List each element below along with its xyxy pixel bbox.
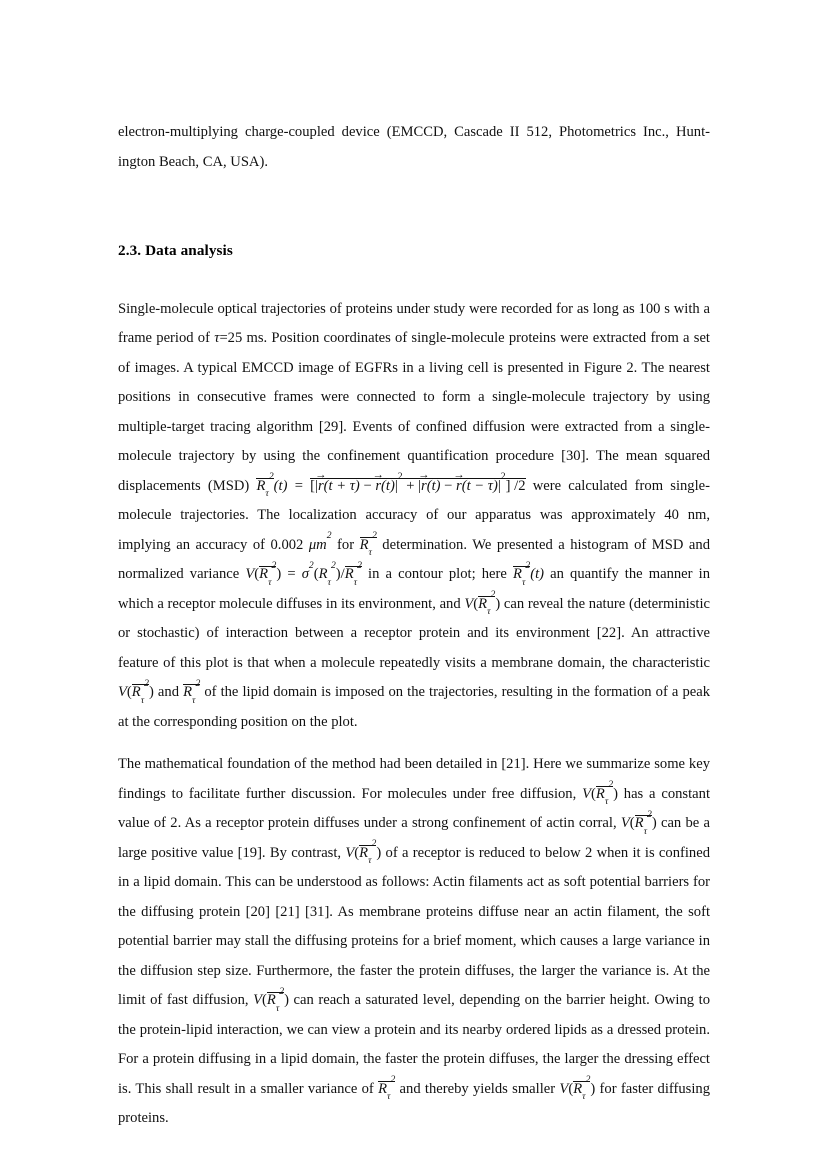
math-vec-r-2: → r	[372, 469, 384, 494]
spacer-before-heading	[118, 177, 710, 236]
p2-segment-4: of a receptor is reduced to below 2 when it is confined in a lipid domain. This can be understood as follows: Actin filaments act as soft potential barriers for the diffusing protein [20] [21] [31]. As membrane proteins diffuse near an actin filament, the soft potential barrier may stall the diffusing proteins for a brief moment, which causes a large variance in the diffusion step size. Furthermore, the faster the protein diffuses, the larger the variance is. At the limit of fast diffusion,	[118, 844, 710, 1008]
math-t-only-1: (t)	[381, 477, 395, 494]
paragraph-intro	[118, 118, 710, 177]
math-msd-equation	[256, 469, 526, 500]
intro-line-2: ington Beach, CA, USA).	[118, 153, 268, 170]
p1-segment-6: in a contour plot; here	[361, 566, 514, 582]
math-V-Rbar-5: $V(R_\tau^2)$	[345, 838, 382, 867]
spacer-after-heading	[118, 266, 710, 295]
section-number: 2.3.	[118, 242, 142, 259]
vector-arrow-icon: →	[453, 469, 465, 482]
math-variance-definition: $V(R_\tau^2) = \sigma^2(R_\tau^2)/R_\tau^2$	[245, 559, 362, 588]
p1-segment-5: determination. We presented a histogram of MSD and normalized variance	[118, 536, 710, 582]
math-sup-2c: 2	[500, 471, 506, 483]
p1-segment-8: can reveal the nature (deterministic or stochastic) of interaction between a receptor protein and its environment [22]. An attractive feature of this plot is that when a molecule repeatedly visits a membrane domain, the characteristic	[118, 595, 710, 671]
paragraph-data-analysis-2	[118, 750, 710, 1134]
intro-line-1: electron-multiplying charge-coupled device (EMCCD, Cascade II 512, Photometrics Inc., Hunt-	[118, 124, 710, 140]
math-t-plus-tau: (t + τ)	[323, 477, 360, 494]
math-Rbar-of-t: $R_\tau^2(t)$	[513, 559, 544, 588]
math-V-Rbar-3: $V(R_\tau^2)$	[582, 779, 618, 808]
math-tau-sub: τ	[265, 488, 269, 500]
vector-arrow-icon: →	[315, 469, 327, 482]
math-V-Rbar-4: $V(R_\tau^2)$	[620, 808, 657, 837]
p1-segment-3: were calculated from single-molecule trajectories. The localization accuracy of our apparatus was approximately 40 nm, implying an accuracy of 0.002	[118, 477, 710, 553]
math-vec-r-4: → r	[453, 469, 465, 494]
math-minus-2: −	[444, 477, 453, 494]
p2-segment-7: for faster diffusing proteins.	[118, 1080, 710, 1126]
p1-segment-9: and	[153, 684, 184, 700]
math-bracket-open: [	[310, 477, 316, 494]
math-Rbar-1: $R_\tau^2$	[359, 530, 377, 559]
math-sup-2: 2	[268, 471, 274, 483]
p2-segment-2: has a constant value of 2. As a receptor protein diffuses under a strong confinement of actin corral,	[118, 785, 710, 831]
p2-segment-6: and thereby yields smaller	[395, 1080, 560, 1097]
p1-segment-4: for	[331, 536, 360, 553]
math-equals: =	[294, 477, 303, 494]
math-sup-2b: 2	[397, 471, 403, 483]
math-bracket-close: ]	[505, 477, 511, 494]
math-minus-1: −	[363, 477, 372, 494]
section-heading	[118, 236, 710, 266]
math-V-Rbar-6: $V(R_\tau^2)$	[253, 985, 289, 1014]
math-bar-3: |	[418, 477, 422, 494]
p1-segment-7: an quantify the manner in which a receptor molecule diffuses in its environment, and	[118, 566, 711, 612]
p2-segment-5: can reach a saturated level, depending on the barrier height. Owing to the protein-lipid interaction, we can view a protein and its nearby ordered lipids as a dressed protein. For a protein diffusing in a lipid domain, the faster the protein diffuses, the larger the dressing effect is. This shall result in a smaller variance of	[118, 992, 710, 1097]
math-bar-1: |	[315, 477, 318, 494]
math-div-two: /2	[514, 477, 526, 494]
p2-segment-1: The mathematical foundation of the method had been detailed in [21]. Here we summarize some key findings to facilitate further discussion. For molecules under free diffusion,	[118, 756, 710, 802]
math-sup-2d: 2	[326, 530, 332, 542]
math-vec-r-1: → r	[315, 469, 327, 494]
math-vec-r-3: → r	[418, 469, 430, 494]
vector-arrow-icon: →	[418, 469, 430, 482]
math-sigma: σ	[301, 566, 309, 582]
math-bar-2: |	[394, 477, 398, 494]
math-plus: +	[406, 477, 415, 494]
section-title: Data analysis	[145, 242, 233, 259]
math-bar-4: |	[497, 477, 501, 494]
p1-segment-2: =25 ms. Position coordinates of single-molecule proteins were extracted from a set of images. A typical EMCCD image of EGFRs in a living cell is presented in Figure 2. The nearest positions in consecutive frames were connected to form a single-molecule trajectory by using multiple-target tracing algorithm [29]. Events of confined diffusion were extracted from a single-molecule trajectory by using the confinement quantification procedure [30]. The mean squared displacements (MSD)	[118, 330, 710, 494]
math-Rbar-3: $R_\tau^2$	[378, 1074, 396, 1103]
math-R: R	[256, 477, 266, 494]
math-tau: τ	[214, 330, 220, 346]
math-of-t: (t)	[273, 477, 288, 494]
math-t-minus-tau: (t − τ)	[461, 477, 498, 494]
math-t-only-2: (t)	[426, 477, 441, 494]
text-column	[118, 118, 710, 1134]
math-um2: $\mu m^2$	[308, 530, 332, 553]
vector-arrow-icon: →	[372, 469, 384, 482]
p2-segment-3: can be a large positive value [19]. By contrast,	[118, 815, 710, 861]
math-V-Rbar-7: $V(R_\tau^2)$	[559, 1074, 596, 1103]
math-V-Rbar-2: $V(R_\tau^2)$	[118, 677, 154, 706]
p1-segment-1: Single-molecule optical trajectories of proteins under study were recorded for as long as 100 s with a frame period of	[118, 300, 710, 346]
math-Rbar-2: $R_\tau^2$	[183, 677, 201, 706]
p1-segment-10: of the lipid domain is imposed on the trajectories, resulting in the formation of a peak at the corresponding position on the plot.	[118, 684, 710, 730]
math-V-Rbar-1: $V(R_\tau^2)$	[464, 589, 501, 618]
paragraph-data-analysis-1	[118, 295, 710, 738]
